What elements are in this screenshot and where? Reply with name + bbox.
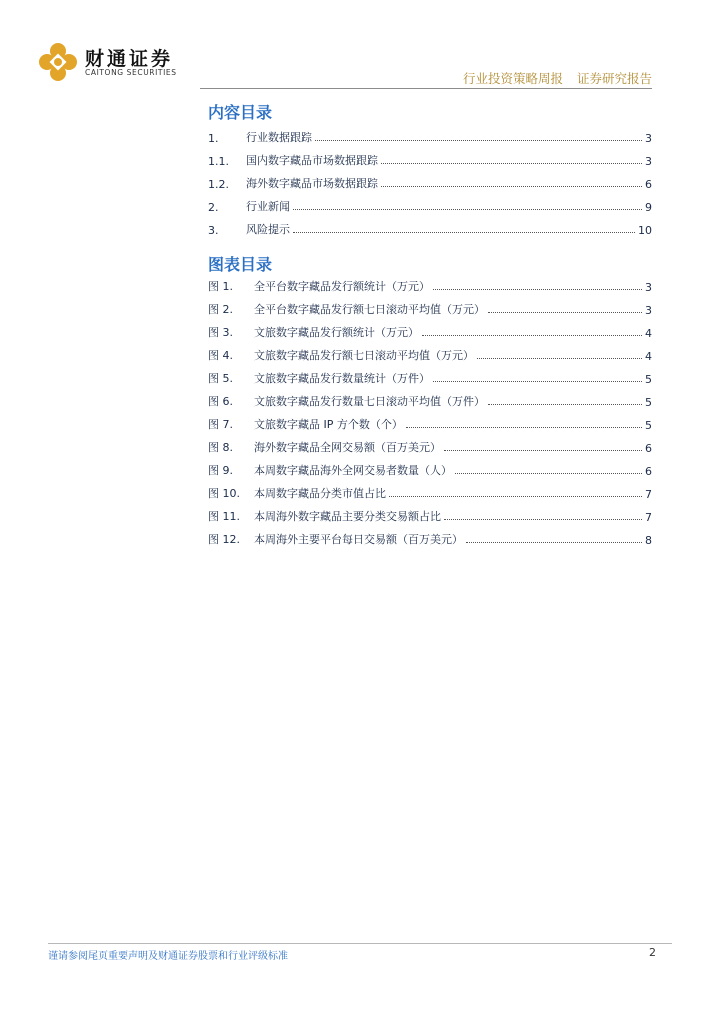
dot-leader [477,358,642,359]
dot-leader [488,404,642,405]
figure-number: 图 7. [208,418,233,431]
toc-page: 9 [645,201,652,214]
figures-list [208,271,652,547]
figure-entry[interactable] [208,501,652,524]
dot-leader [433,381,642,382]
figure-page: 5 [645,419,652,432]
toc-page: 3 [645,132,652,145]
figure-title: 本周数字藏品海外全网交易者数量（人） [254,464,452,477]
dot-leader [466,542,642,543]
figure-page: 5 [645,373,652,386]
brand-name-en: CAITONG SECURITIES [85,68,177,77]
figure-page: 6 [645,465,652,478]
figure-number: 图 2. [208,303,233,316]
figure-entry[interactable] [208,409,652,432]
figure-number: 图 3. [208,326,233,339]
figure-entry[interactable] [208,455,652,478]
dot-leader [293,232,635,233]
figure-title: 文旅数字藏品发行额统计（万元） [254,326,419,339]
caitong-logo-icon [38,42,78,82]
figure-page: 4 [645,350,652,363]
figure-title: 全平台数字藏品发行额七日滚动平均值（万元） [254,303,485,316]
figure-entry[interactable] [208,524,652,547]
figure-title: 文旅数字藏品发行数量统计（万件） [254,372,430,385]
figure-page: 8 [645,534,652,547]
dot-leader [455,473,642,474]
dot-leader [381,163,642,164]
figure-page: 6 [645,442,652,455]
figure-number: 图 11. [208,510,240,523]
dot-leader [406,427,642,428]
toc-title: 行业数据跟踪 [246,131,312,144]
footer-disclaimer-link[interactable]: 谨请参阅尾页重要声明及财通证券股票和行业评级标准 [48,951,288,962]
toc-entry[interactable] [208,191,652,214]
figures-title: 图表目录 [208,255,273,274]
toc-number: 1.1. [208,155,229,168]
toc-number: 3. [208,224,219,237]
figure-title: 文旅数字藏品发行数量七日滚动平均值（万件） [254,395,485,408]
dot-leader [488,312,642,313]
toc-entry[interactable] [208,214,652,237]
toc-page: 10 [638,224,652,237]
figure-entry[interactable] [208,363,652,386]
toc-entry[interactable] [208,122,652,145]
page-number: 2 [649,946,656,959]
toc-list [208,122,652,237]
figure-entry[interactable] [208,294,652,317]
footer-divider [48,943,672,944]
report-type: 行业投资策略周报 [462,71,563,86]
figure-page: 4 [645,327,652,340]
figure-page: 3 [645,304,652,317]
figure-entry[interactable] [208,432,652,455]
toc-title: 风险提示 [246,223,290,236]
brand-name-cn: 财通证券 [85,48,174,70]
report-category: 证券研究报告 [576,71,652,86]
report-header [463,69,652,87]
dot-leader [433,289,642,290]
figure-number: 图 1. [208,280,233,293]
figure-entry[interactable] [208,271,652,294]
figure-entry[interactable] [208,340,652,363]
toc-title: 国内数字藏品市场数据跟踪 [246,154,378,167]
figure-title: 本周数字藏品分类市值占比 [254,487,386,500]
figure-page: 5 [645,396,652,409]
figure-number: 图 4. [208,349,233,362]
dot-leader [422,335,642,336]
figure-number: 图 10. [208,487,240,500]
figure-page: 7 [645,488,652,501]
figure-number: 图 12. [208,533,240,546]
dot-leader [293,209,642,210]
figure-page: 7 [645,511,652,524]
dot-leader [444,519,642,520]
toc-page: 6 [645,178,652,191]
figure-number: 图 8. [208,441,233,454]
toc-title: 行业新闻 [246,200,290,213]
toc-entry[interactable] [208,145,652,168]
figure-page: 3 [645,281,652,294]
toc-entry[interactable] [208,168,652,191]
dot-leader [381,186,642,187]
figure-number: 图 6. [208,395,233,408]
figure-title: 全平台数字藏品发行额统计（万元） [254,280,430,293]
toc-number: 1.2. [208,178,229,191]
figure-number: 图 9. [208,464,233,477]
figure-title: 本周海外主要平台每日交易额（百万美元） [254,533,463,546]
dot-leader [389,496,642,497]
figure-title: 文旅数字藏品发行额七日滚动平均值（万元） [254,349,474,362]
figure-title: 本周海外数字藏品主要分类交易额占比 [254,510,441,523]
dot-leader [444,450,642,451]
toc-title: 海外数字藏品市场数据跟踪 [246,177,378,190]
figure-entry[interactable] [208,317,652,340]
toc-title: 内容目录 [208,103,273,122]
toc-number: 1. [208,132,219,145]
figure-number: 图 5. [208,372,233,385]
dot-leader [315,140,642,141]
toc-page: 3 [645,155,652,168]
figure-title: 文旅数字藏品 IP 方个数（个） [254,418,403,431]
figure-title: 海外数字藏品全网交易额（百万美元） [254,441,441,454]
toc-number: 2. [208,201,219,214]
header-divider [200,88,652,89]
figure-entry[interactable] [208,478,652,501]
figure-entry[interactable] [208,386,652,409]
